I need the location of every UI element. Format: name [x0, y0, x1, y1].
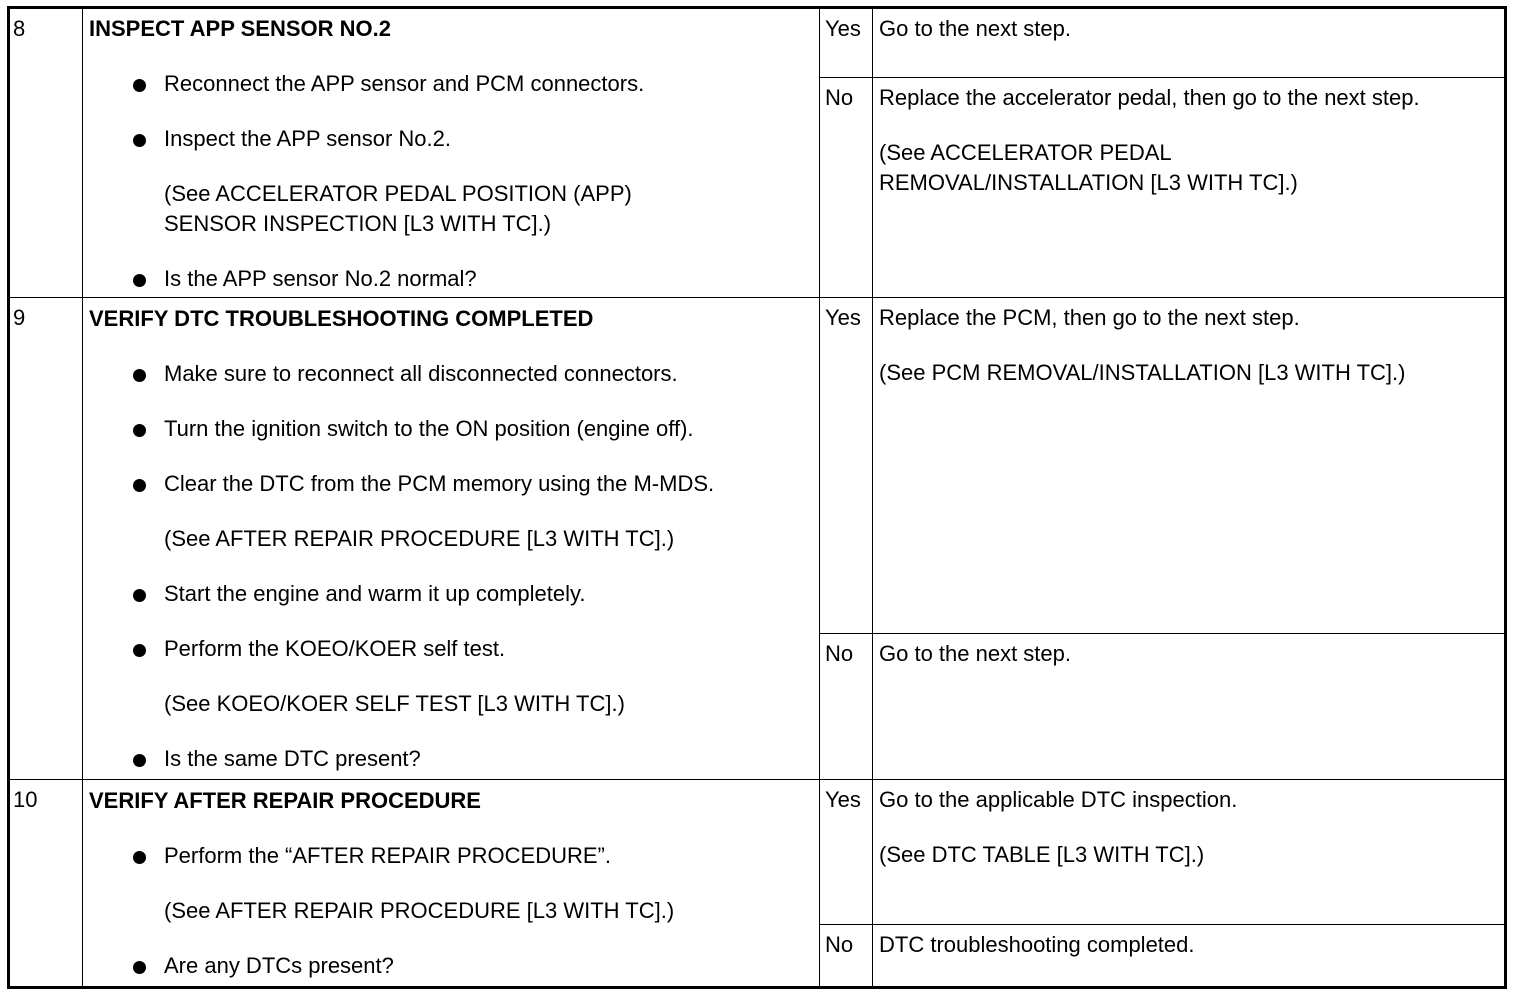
text-line: Go to the next step.	[879, 16, 1072, 41]
troubleshooting-table	[7, 6, 1507, 989]
result-paragraph	[879, 840, 1504, 870]
result-paragraph	[879, 83, 1504, 113]
bullet-item	[89, 841, 820, 871]
bullet-item	[89, 951, 820, 981]
step-actions	[89, 14, 820, 319]
text-line: DTC troubleshooting completed.	[879, 932, 1195, 957]
text-line: Perform the KOEO/KOER self test.	[164, 636, 506, 661]
no-result	[873, 634, 1504, 780]
reference-note	[89, 689, 820, 719]
text-line: (See ACCELERATOR PEDAL POSITION (APP)	[164, 181, 632, 206]
step-title: VERIFY AFTER REPAIR PROCEDURE	[89, 788, 481, 813]
text-line: Are any DTCs present?	[164, 953, 394, 978]
text-line: (See AFTER REPAIR PROCEDURE [L3 WITH TC].)	[164, 526, 675, 551]
result-paragraph	[879, 14, 1504, 44]
yes-label: Yes	[825, 787, 861, 812]
bullet-icon	[133, 424, 146, 437]
step-title: INSPECT APP SENSOR NO.2	[89, 16, 391, 41]
text-line: Is the same DTC present?	[164, 746, 421, 771]
bullet-item	[89, 414, 820, 444]
bullet-item	[89, 469, 820, 499]
text-line: (See ACCELERATOR PEDAL	[879, 140, 1172, 165]
no-label: No	[825, 85, 854, 110]
yes-result	[873, 780, 1504, 925]
step-actions	[89, 304, 820, 799]
step-actions	[89, 786, 820, 1006]
no-label: No	[825, 641, 854, 666]
text-line: SENSOR INSPECTION [L3 WITH TC].)	[164, 211, 552, 236]
bullet-item	[89, 359, 820, 389]
result-paragraph	[879, 785, 1504, 815]
no-result	[873, 925, 1504, 986]
no-label: No	[825, 932, 854, 957]
result-paragraph	[879, 138, 1504, 198]
text-line: Inspect the APP sensor No.2.	[164, 126, 451, 151]
text-line: Replace the PCM, then go to the next step.	[879, 305, 1300, 330]
text-line: (See DTC TABLE [L3 WITH TC].)	[879, 842, 1205, 867]
bullet-icon	[133, 754, 146, 767]
bullet-icon	[133, 851, 146, 864]
step-number: 9	[13, 305, 26, 330]
text-line: (See PCM REMOVAL/INSTALLATION [L3 WITH TC].)	[879, 360, 1406, 385]
bullet-icon	[133, 134, 146, 147]
text-line: Turn the ignition switch to the ON position (engine off).	[164, 416, 694, 441]
step-number: 10	[13, 787, 38, 812]
bullet-item	[89, 579, 820, 609]
bullet-icon	[133, 369, 146, 382]
result-paragraph	[879, 639, 1504, 669]
bullet-icon	[133, 274, 146, 287]
text-line: (See KOEO/KOER SELF TEST [L3 WITH TC].)	[164, 691, 625, 716]
result-paragraph	[879, 303, 1504, 333]
text-line: Start the engine and warm it up completely.	[164, 581, 586, 606]
bullet-item	[89, 69, 820, 99]
reference-note	[89, 179, 820, 239]
text-line: Perform the “AFTER REPAIR PROCEDURE”.	[164, 843, 611, 868]
text-line: (See AFTER REPAIR PROCEDURE [L3 WITH TC].)	[164, 898, 675, 923]
bullet-icon	[133, 79, 146, 92]
yes-result	[873, 9, 1504, 78]
yes-label: Yes	[825, 305, 861, 330]
text-line: Go to the next step.	[879, 641, 1072, 666]
text-line: Go to the applicable DTC inspection.	[879, 787, 1238, 812]
no-result	[873, 78, 1504, 298]
text-line: Reconnect the APP sensor and PCM connectors.	[164, 71, 645, 96]
yes-label: Yes	[825, 16, 861, 41]
text-line: REMOVAL/INSTALLATION [L3 WITH TC].)	[879, 170, 1298, 195]
text-line: Clear the DTC from the PCM memory using the M-MDS.	[164, 471, 715, 496]
reference-note	[89, 896, 820, 926]
bullet-item	[89, 634, 820, 664]
bullet-item	[89, 264, 820, 294]
bullet-item	[89, 124, 820, 154]
bullet-icon	[133, 589, 146, 602]
reference-note	[89, 524, 820, 554]
bullet-item	[89, 744, 820, 774]
text-line: Make sure to reconnect all disconnected connectors.	[164, 361, 678, 386]
step-number: 8	[13, 16, 26, 41]
bullet-icon	[133, 479, 146, 492]
bullet-icon	[133, 961, 146, 974]
result-paragraph	[879, 930, 1504, 960]
text-line: Replace the accelerator pedal, then go to the next step.	[879, 85, 1420, 110]
text-line: Is the APP sensor No.2 normal?	[164, 266, 477, 291]
bullet-icon	[133, 644, 146, 657]
yes-result	[873, 298, 1504, 634]
step-title: VERIFY DTC TROUBLESHOOTING COMPLETED	[89, 306, 594, 331]
result-paragraph	[879, 358, 1504, 388]
